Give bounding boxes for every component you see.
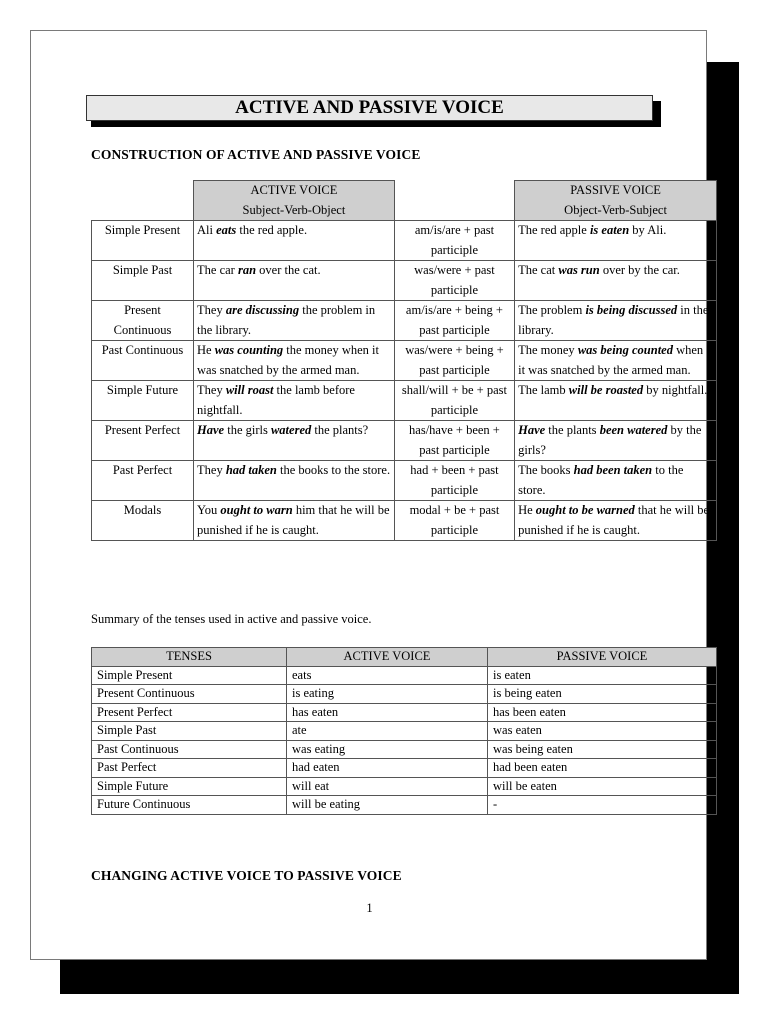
passive-form-cell: - [488,796,717,815]
example-text: The red apple [518,223,590,237]
structure-cell: modal + be + past participle [394,501,514,541]
emphasized-verb: ought to warn [220,503,293,517]
emphasized-verb: had been taken [573,463,653,477]
passive-example-cell [515,501,717,541]
example-text: the red apple. [236,223,308,237]
header-passive-voice: PASSIVE VOICE [488,648,717,667]
emphasized-verb: had taken [225,463,277,477]
passive-voice-header: PASSIVE VOICE Object-Verb-Subject [515,181,717,221]
emphasized-verb: is being discussed [585,303,678,317]
passive-example-cell [515,461,717,501]
active-example-cell [194,461,395,501]
table-row [92,685,717,704]
tense-cell: Simple Past [92,722,287,741]
active-example-cell [194,341,395,381]
example-text: by Ali. [629,223,667,237]
section-heading-construction: CONSTRUCTION OF ACTIVE AND PASSIVE VOICE [91,147,421,162]
structure-cell: has/have + been + past participle [394,421,514,461]
tense-cell: Simple Future [92,777,287,796]
construction-table [91,180,717,541]
tense-cell: Present Perfect [92,421,194,461]
example-text: the plants [545,423,600,437]
header-blank-cell [92,181,194,221]
example-text: the plants? [311,423,369,437]
emphasized-verb: watered [270,423,312,437]
example-text: to the store. [518,463,684,497]
structure-cell: was/were + being + past participle [394,341,514,381]
example-text: The car [197,263,238,277]
table-row [92,703,717,722]
tense-cell: Past Perfect [92,759,287,778]
active-form-cell: was eating [287,740,488,759]
table-row [92,381,717,421]
example-text: the books to the store. [276,463,391,477]
passive-example-cell [515,421,717,461]
example-text: in the library. [518,303,709,337]
page-number: 1 [366,901,373,915]
active-form-cell: had eaten [287,759,488,778]
emphasized-verb: ought to be warned [535,503,635,517]
active-form-cell: is eating [287,685,488,704]
emphasized-verb: will roast [225,383,274,397]
page-title: ACTIVE AND PASSIVE VOICE [86,95,653,121]
example-text: The books [518,463,574,477]
table-row [92,421,717,461]
emphasized-verb: is eaten [589,223,630,237]
example-text: The lamb [518,383,569,397]
tense-cell: Past Continuous [92,740,287,759]
header-tenses: TENSES [92,648,287,667]
active-form-cell: will eat [287,777,488,796]
passive-example-cell [515,341,717,381]
example-text: the problem in the library. [197,303,376,337]
section-heading-changing: CHANGING ACTIVE VOICE TO PASSIVE VOICE [91,868,402,883]
document-page [30,30,710,960]
active-voice-header: ACTIVE VOICE Subject-Verb-Object [194,181,395,221]
table-row [92,722,717,741]
tense-cell: Future Continuous [92,796,287,815]
example-text: over the cat. [256,263,321,277]
active-form-cell: eats [287,666,488,685]
emphasized-verb: Have [197,423,225,437]
tense-cell: Simple Past [92,261,194,301]
passive-form-cell: will be eaten [488,777,717,796]
example-text: that he will be punished if he is caught. [518,503,710,537]
structure-cell: am/is/are + being + past participle [394,301,514,341]
header-blank-cell [394,181,514,221]
emphasized-verb: was run [558,263,600,277]
emphasized-verb: been watered [599,423,668,437]
example-text: The problem [518,303,586,317]
summary-caption: Summary of the tenses used in active and passive voice. [91,612,372,626]
active-example-cell [194,221,395,261]
tense-cell: Simple Future [92,381,194,421]
passive-form-cell: was eaten [488,722,717,741]
passive-form-cell: had been eaten [488,759,717,778]
structure-cell: was/were + past participle [394,261,514,301]
example-text: They [197,463,226,477]
table-row [92,461,717,501]
structure-cell: had + been + past participle [394,461,514,501]
header-active-voice: ACTIVE VOICE [287,648,488,667]
emphasized-verb: eats [216,223,237,237]
tense-cell: Simple Present [92,221,194,261]
example-text: The money [518,343,578,357]
example-text: You [197,503,221,517]
construction-table-header [92,181,717,221]
example-text: by the girls? [518,423,702,457]
example-text: by nightfall. [643,383,708,397]
example-text: He [197,343,215,357]
example-text: He [518,503,536,517]
table-row [92,501,717,541]
emphasized-verb: are discussing [225,303,300,317]
structure-cell: am/is/are + past participle [394,221,514,261]
example-text: Ali [197,223,217,237]
emphasized-verb: ran [237,263,257,277]
passive-form-cell: has been eaten [488,703,717,722]
summary-table [91,647,717,815]
passive-form-cell: was being eaten [488,740,717,759]
example-text: over by the car. [599,263,680,277]
table-row [92,796,717,815]
active-form-cell: will be eating [287,796,488,815]
passive-form-cell: is eaten [488,666,717,685]
table-row [92,666,717,685]
active-example-cell [194,501,395,541]
passive-example-cell [515,221,717,261]
passive-example-cell [515,381,717,421]
active-form-cell: has eaten [287,703,488,722]
example-text: the girls [224,423,271,437]
active-example-cell [194,301,395,341]
tense-cell: Past Continuous [92,341,194,381]
example-text: when it was snatched by the armed man. [518,343,704,377]
table-row [92,341,717,381]
passive-form-cell: is being eaten [488,685,717,704]
emphasized-verb: will be roasted [568,383,644,397]
active-example-cell [194,381,395,421]
summary-table-header [92,648,717,667]
example-text: They [197,303,226,317]
table-row [92,777,717,796]
emphasized-verb: was counting [214,343,284,357]
active-form-cell: ate [287,722,488,741]
tense-cell: Simple Present [92,666,287,685]
emphasized-verb: Have [518,423,546,437]
tense-cell: Past Perfect [92,461,194,501]
example-text: him that he will be punished if he is caught. [197,503,390,537]
structure-cell: shall/will + be + past participle [394,381,514,421]
tense-cell: Present Continuous [92,301,194,341]
example-text: the lamb before nightfall. [197,383,355,417]
example-text: They [197,383,226,397]
tense-cell: Modals [92,501,194,541]
tense-cell: Present Perfect [92,703,287,722]
active-example-cell [194,421,395,461]
table-row [92,261,717,301]
passive-example-cell [515,301,717,341]
table-row [92,221,717,261]
example-text: the money when it was snatched by the armed man. [197,343,379,377]
table-row [92,740,717,759]
table-row [92,759,717,778]
example-text: The cat [518,263,559,277]
emphasized-verb: was being counted [577,343,673,357]
tense-cell: Present Continuous [92,685,287,704]
table-row [92,301,717,341]
active-example-cell [194,261,395,301]
passive-example-cell [515,261,717,301]
